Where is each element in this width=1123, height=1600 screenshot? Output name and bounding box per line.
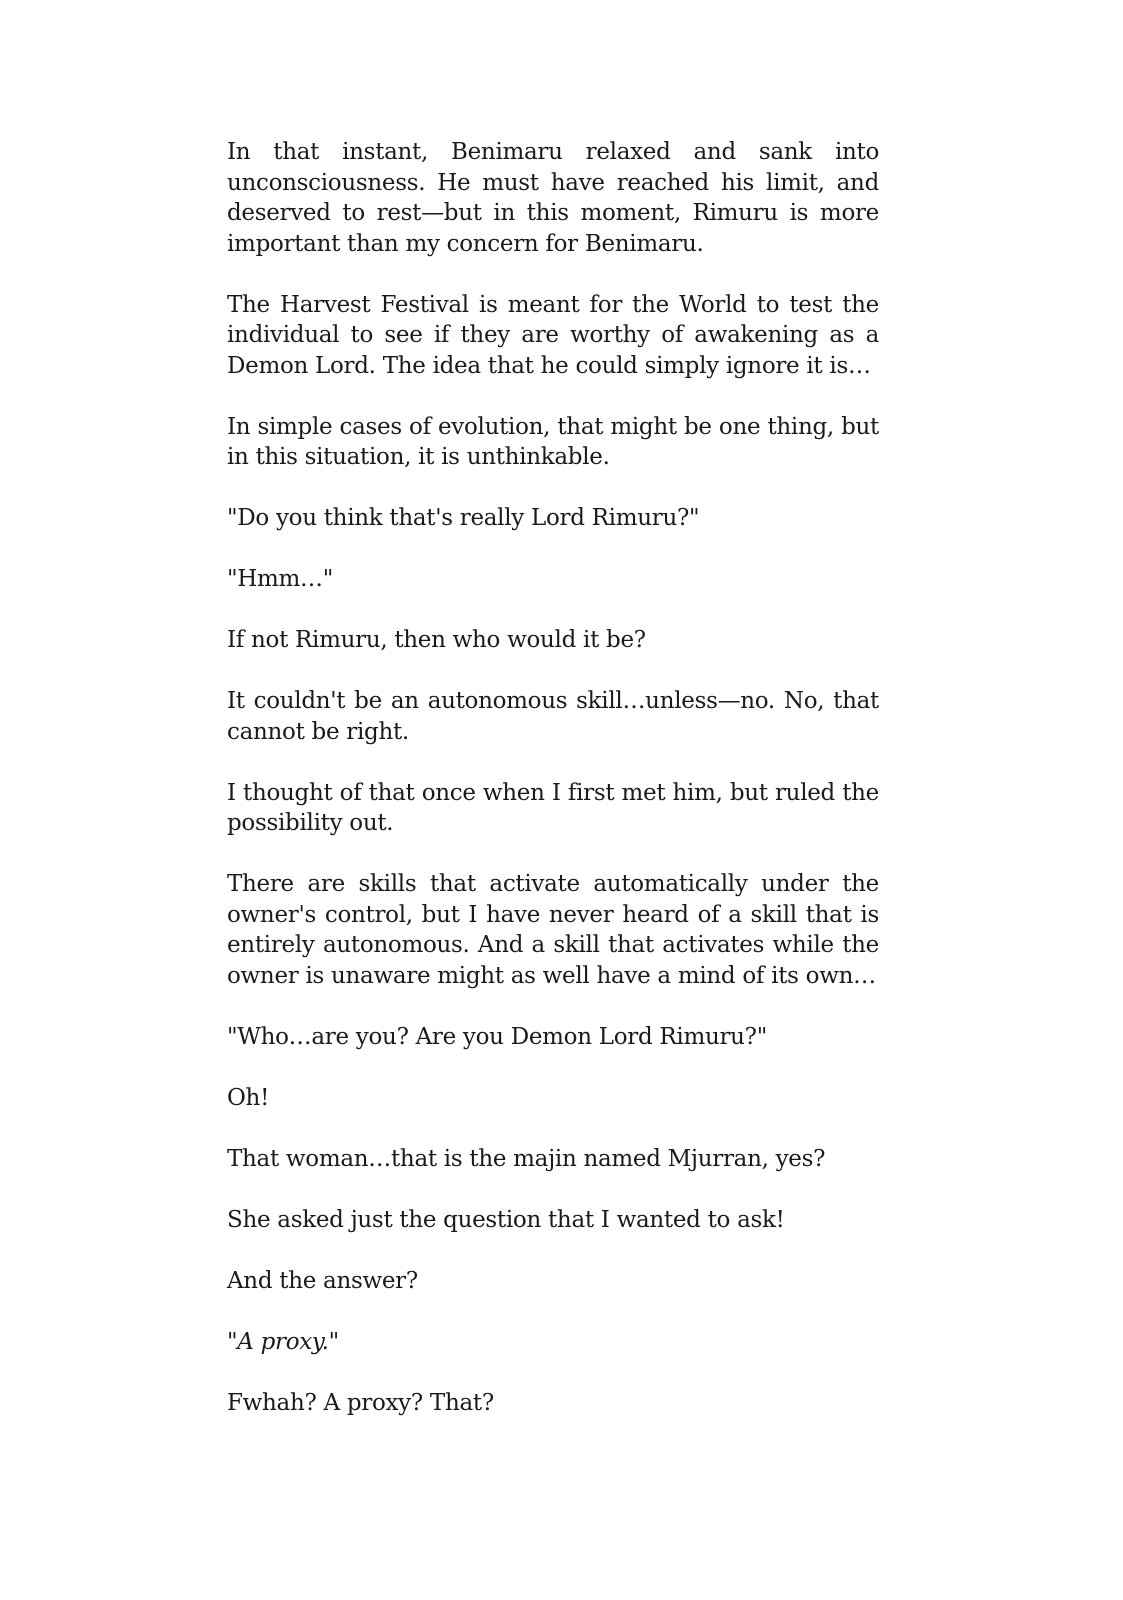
paragraph-4: "Do you think that's really Lord Rimuru?"	[227, 505, 700, 531]
paragraph-7: It couldn't be an autonomous skill…unless—no. No, that cannot be right.	[227, 688, 879, 745]
paragraph-8: I thought of that once when I first met him, but ruled the possibility out.	[227, 779, 879, 836]
paragraph-5: "Hmm…"	[227, 566, 334, 592]
paragraph-9: There are skills that activate automatically under the owner's control, but I have never heard of a skill that is entirely autonomous. And a skill that activates while the owner is unaware might as well have a mind of its own…	[227, 871, 879, 989]
body-text	[227, 137, 879, 1449]
paragraph-13: She asked just the question that I wanted to ask!	[227, 1206, 785, 1233]
paragraph-12: That woman…that is the majin named Mjurran, yes?	[227, 1145, 826, 1172]
paragraph-1: In that instant, Benimaru relaxed and sank into unconsciousness. He must have reached his limit, and deserved to rest—but in this moment, Rimuru is more important than my concern for Benimaru.	[227, 139, 879, 257]
paragraph-3: In simple cases of evolution, that might be one thing, but in this situation, it is unthinkable.	[227, 413, 879, 470]
paragraph-14: And the answer?	[227, 1267, 418, 1294]
paragraph-10: "Who…are you? Are you Demon Lord Rimuru?"	[227, 1023, 767, 1050]
paragraph-2: The Harvest Festival is meant for the World to test the individual to see if they are worthy of awakening as a Demon Lord. The idea that he could simply ignore it is…	[227, 291, 879, 379]
paragraph-16: Fwhah? A proxy? That?	[227, 1389, 494, 1416]
paragraph-15: "A proxy."	[227, 1328, 339, 1355]
paragraph-6: If not Rimuru, then who would it be?	[227, 627, 646, 653]
paragraph-11: Oh!	[227, 1084, 270, 1111]
